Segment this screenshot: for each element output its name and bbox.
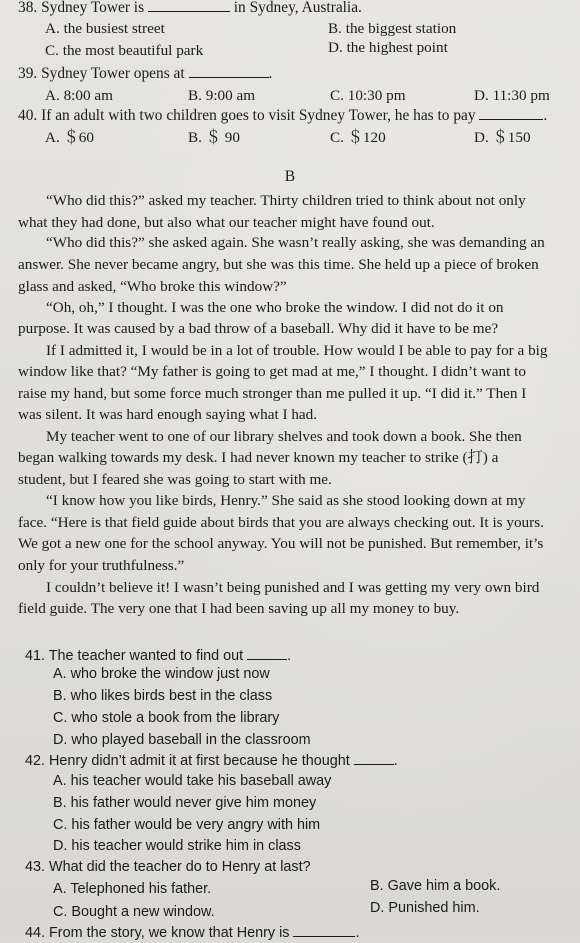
option-43a: A. Telephoned his father. xyxy=(53,881,212,897)
option-41c: C. who stole a book from the library xyxy=(53,710,280,726)
question-42: 42. Henry didn’t admit it at first because he thought . xyxy=(25,750,398,771)
option-39b: B. 9:00 am xyxy=(188,87,256,104)
question-stem: Sydney Tower is xyxy=(41,0,145,16)
option-38a: A. the busiest street xyxy=(45,20,165,37)
passage-line: face. “Here is that field guide about birds that you are always checking out. It is yours. xyxy=(18,514,544,531)
question-stem: Sydney Tower opens at xyxy=(41,65,185,82)
passage-line: “I know how you like birds, Henry.” She said as she stood looking down at my xyxy=(46,492,526,509)
passage-line: “Oh, oh,” I thought. I was the one who broke the window. I did not do it on xyxy=(46,299,504,316)
option-41d: D. who played baseball in the classroom xyxy=(53,732,311,748)
passage-line: only for your truthfulness.” xyxy=(18,557,185,574)
question-39: 39. Sydney Tower opens at . xyxy=(18,65,273,82)
answer-blank xyxy=(479,105,543,120)
section-label: B xyxy=(284,168,296,185)
passage-line: window like that? “My father is going to get mad at me,” I thought. I didn’t want to xyxy=(18,363,526,380)
passage-line: raise my hand, but some force much stronger than me pulled it up. “I did it.” Then I xyxy=(18,385,527,402)
passage-line: I couldn’t believe it! I wasn’t being punished and I was getting my very own bird xyxy=(46,579,540,596)
option-38d: D. the highest point xyxy=(328,39,448,56)
question-number: 39. xyxy=(18,65,38,82)
passage-line: student, but I feared she was going to start with me. xyxy=(18,471,332,488)
answer-blank xyxy=(189,63,269,78)
passage-line: purpose. It was caused by a bad throw of a baseball. Why did it have to be me? xyxy=(18,320,499,337)
passage-line: We got a new one for the school anyway. You will not be punished. But remember, it’s xyxy=(18,535,544,552)
question-41: 41. The teacher wanted to find out . xyxy=(25,645,291,666)
option-42c: C. his father would be very angry with him xyxy=(53,817,321,833)
passage-line: was silent. It was hard enough saying what I had. xyxy=(18,406,318,423)
question-44: 44. From the story, we know that Henry is . xyxy=(25,922,359,943)
option-42b: B. his father would never give him money xyxy=(53,795,317,811)
passage-line: field guide. The very one that I had been saving up all my money to buy. xyxy=(18,600,460,617)
option-39d: D. 11:30 pm xyxy=(474,87,550,104)
option-42d: D. his teacher would strike him in class xyxy=(53,838,301,854)
passage-line: what they had done, but also what our teacher might have found out. xyxy=(18,214,435,231)
answer-blank xyxy=(354,750,394,765)
option-42a: A. his teacher would take his baseball away xyxy=(53,773,332,789)
question-40: 40. If an adult with two children goes to visit Sydney Tower, he has to pay . xyxy=(18,107,548,124)
option-41b: B. who likes birds best in the class xyxy=(53,688,273,704)
passage-line: If I admitted it, I would be in a lot of trouble. How would I be able to pay for a big xyxy=(46,342,548,359)
option-43b: B. Gave him a book. xyxy=(370,878,501,894)
option-40c: C. ＄120 xyxy=(330,129,386,146)
option-43d: D. Punished him. xyxy=(370,900,480,916)
passage-line: “Who did this?” asked my teacher. Thirty children tried to think about not only xyxy=(46,192,526,209)
option-40a: A. ＄60 xyxy=(45,129,94,146)
answer-blank xyxy=(148,0,230,12)
answer-blank xyxy=(247,645,287,660)
question-stem-end: in Sydney, Australia. xyxy=(233,0,362,16)
option-40b: B. ＄ 90 xyxy=(188,129,240,146)
option-38c: C. the most beautiful park xyxy=(45,42,204,59)
passage-line: answer. She never became angry, but she was this time. She held up a piece of broken xyxy=(18,256,539,273)
passage-line: began walking towards my desk. I had never known my teacher to strike (打) a xyxy=(18,449,499,466)
option-40d: D. ＄150 xyxy=(474,129,531,146)
option-39c: C. 10:30 pm xyxy=(330,87,406,104)
question-38 xyxy=(18,0,362,18)
answer-blank xyxy=(293,922,355,937)
option-38b: B. the biggest station xyxy=(328,20,457,37)
question-stem: If an adult with two children goes to visit Sydney Tower, he has to pay xyxy=(41,107,476,124)
passage-line: My teacher went to one of our library shelves and took down a book. She then xyxy=(46,428,522,445)
option-39a: A. 8:00 am xyxy=(45,87,113,104)
option-41a: A. who broke the window just now xyxy=(53,666,270,682)
question-number: 38. xyxy=(18,0,38,16)
option-43c: C. Bought a new window. xyxy=(53,904,215,920)
question-43: 43. What did the teacher do to Henry at last? xyxy=(25,859,311,875)
passage-line: “Who did this?” she asked again. She wasn’t really asking, she was demanding an xyxy=(46,234,545,251)
passage-line: glass and asked, “Who broke this window?” xyxy=(18,278,287,295)
question-number: 40. xyxy=(18,107,38,124)
